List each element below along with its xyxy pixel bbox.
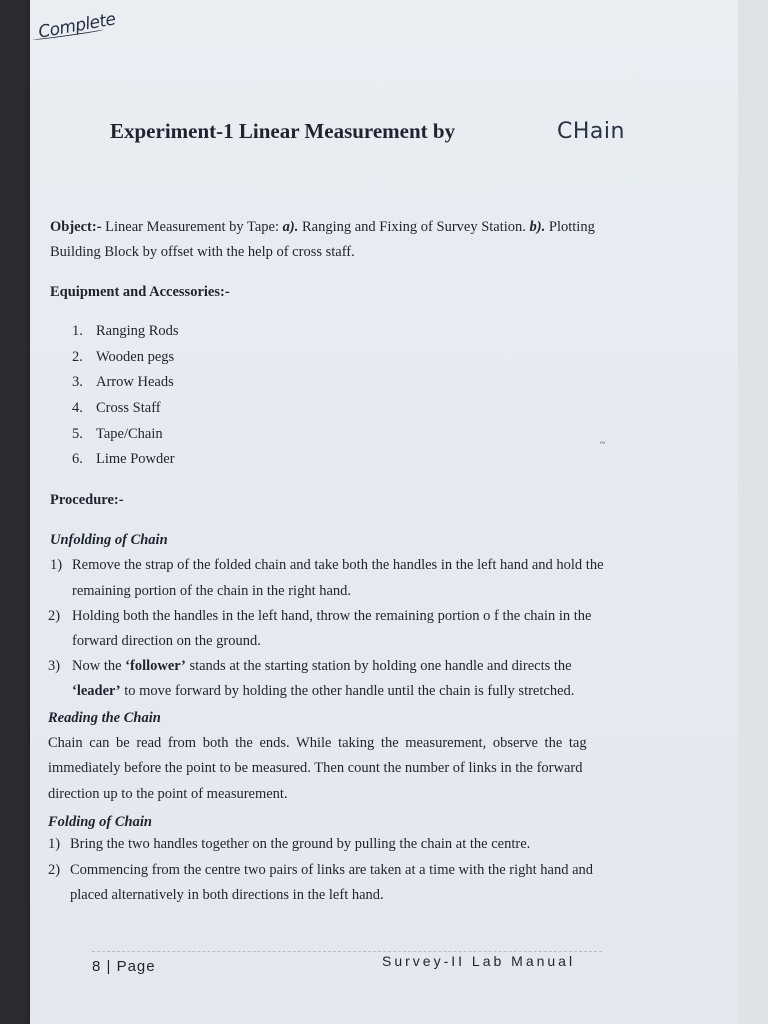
step-number: 1) [50,557,63,573]
object-line-2: Building Block by offset with the help of cross staff. [50,244,355,260]
step-text: Bring the two handles together on the ground by pulling the chain at the centre. [70,836,531,852]
step-number: 1) [48,836,61,852]
step-text: Now the ‘follower’ stands at the starting station by holding one handle and directs the [72,658,572,674]
reading-line-2: immediately before the point to be measured. Then count the number of links in the forward [48,760,583,776]
step-number: 2) [48,862,61,878]
equipment-heading: Equipment and Accessories:- [50,284,230,300]
step-text: placed alternatively in both directions in the left hand. [70,887,384,903]
step-text: ‘leader’ to move forward by holding the other handle until the chain is fully stretched. [72,683,575,699]
manual-name: Survey-II Lab Manual [382,953,576,969]
step-number: 2) [48,608,61,624]
step-text: Commencing from the centre two pairs of links are taken at a time with the right hand and [70,862,594,878]
reading-heading: Reading the Chain [48,710,161,726]
handwritten-title-word: CHain [557,119,625,144]
page-title: Experiment-1 Linear Measurement by [110,119,456,143]
unfolding-heading: Unfolding of Chain [50,532,168,548]
list-item: 6. Lime Powder [72,451,175,467]
procedure-heading: Procedure:- [50,492,124,508]
reading-line-3: direction up to the point of measurement. [48,786,288,802]
list-item: 5. Tape/Chain [72,426,163,442]
list-item: 1. Ranging Rods [72,323,179,339]
document-page [30,0,738,1024]
step-text: remaining portion of the chain in the right hand. [72,583,352,599]
page-number: 8 | Page [92,958,156,975]
list-item: 4. Cross Staff [72,400,161,416]
reading-line-1: Chain can be read from both the ends. While taking the measurement, observe the tag [48,735,587,751]
list-item: 2. Wooden pegs [72,349,175,365]
step-number: 3) [48,658,61,674]
step-text: forward direction on the ground. [72,633,261,649]
object-line-1: Object:- Linear Measurement by Tape: a). Ranging and Fixing of Survey Station. b). Plotting [50,219,595,235]
complete-annotation: Complete [36,9,118,43]
step-text: Holding both the handles in the left hand, throw the remaining portion o f the chain in the [72,608,592,624]
step-text: Remove the strap of the folded chain and take both the handles in the left hand and hold the [72,557,604,573]
folding-heading: Folding of Chain [48,814,152,830]
pen-mark: ~ [600,438,606,449]
background-page-edge [738,0,768,1024]
footer-divider [92,951,602,952]
list-item: 3. Arrow Heads [72,374,174,390]
